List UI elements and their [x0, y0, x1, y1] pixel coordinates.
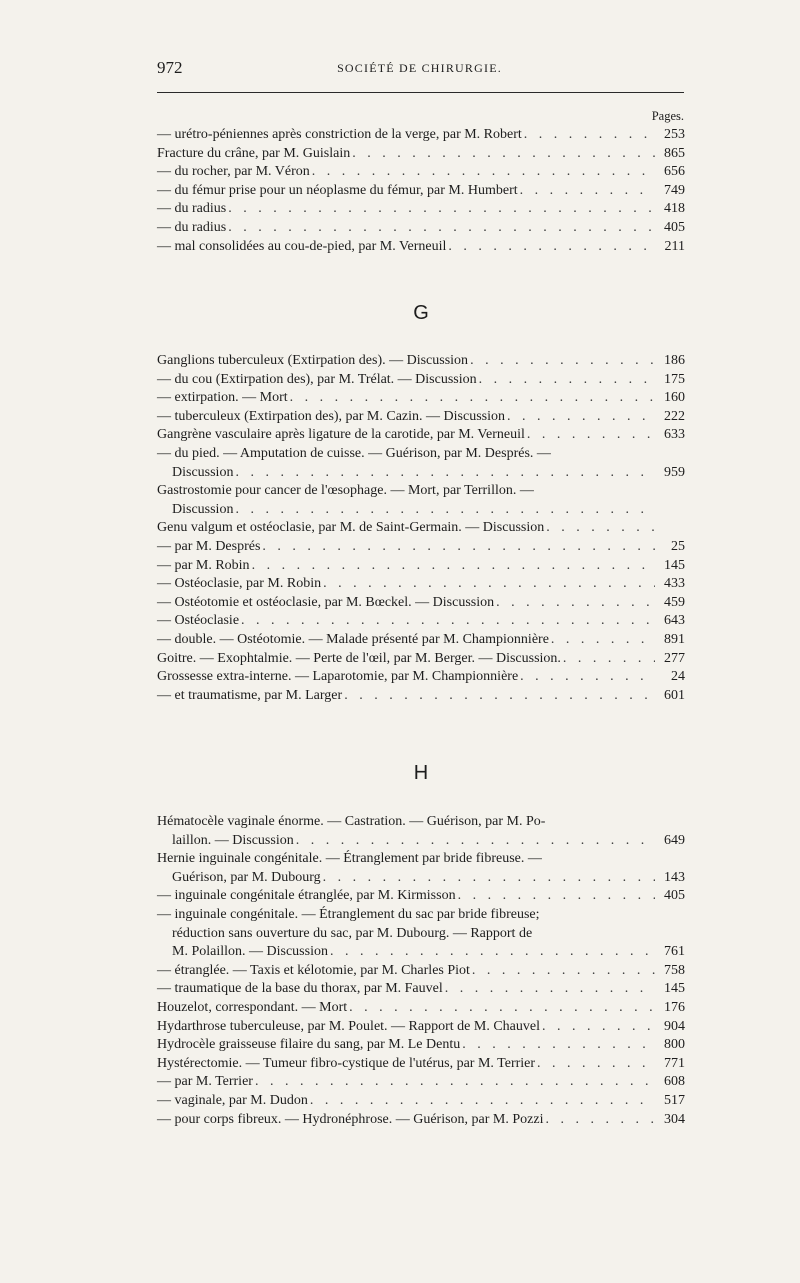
- dot-leader: [537, 1055, 655, 1074]
- index-entry: [157, 1055, 685, 1074]
- index-entry-line: [157, 482, 685, 501]
- dot-leader: [542, 1018, 655, 1037]
- dot-leader: [520, 182, 655, 201]
- index-entry-line: [157, 1055, 685, 1074]
- index-entry-text: — traumatique de la base du thorax, par M. Fauvel: [157, 981, 443, 997]
- index-entry-text: Ganglions tuberculeux (Extirpation des). — Discussion: [157, 353, 469, 368]
- index-entry-text: — urétro-péniennes après constriction de la verge, par M. Robert: [157, 127, 522, 142]
- index-entry: [157, 1092, 685, 1111]
- dot-leader: [323, 869, 655, 888]
- index-entry-text: — par M. Després: [157, 538, 261, 554]
- section-letter-h: H: [413, 762, 429, 784]
- index-page-number: 405: [664, 219, 685, 235]
- index-entry-text: — Ostéotomie et ostéoclasie, par M. Bœckel. — Discussion: [157, 594, 495, 610]
- index-entry: [157, 182, 685, 201]
- index-entry: [157, 352, 685, 371]
- index-page-number: 253: [664, 127, 685, 142]
- index-entry: [157, 408, 685, 427]
- dot-leader: [235, 501, 655, 520]
- index-entry-line: [157, 850, 685, 869]
- index-entry-line: [157, 887, 685, 906]
- index-entry-text: — tuberculeux (Extirpation des), par M. Cazin. — Discussion: [157, 408, 505, 424]
- index-page-number: 758: [664, 962, 685, 978]
- index-entry: [157, 200, 685, 219]
- index-page-number: 459: [664, 594, 685, 610]
- index-entry: [157, 1073, 685, 1092]
- dot-leader: [563, 650, 655, 669]
- index-entry: [157, 650, 685, 669]
- index-entry-line: [157, 612, 685, 631]
- index-page-number: 749: [664, 182, 685, 198]
- index-entry: [157, 482, 685, 519]
- index-entry-line: [157, 1073, 685, 1092]
- index-entry-text: — vaginale, par M. Dudon: [157, 1092, 308, 1108]
- index-entry-line: [157, 352, 685, 371]
- index-page-number: 517: [664, 1092, 685, 1108]
- index-entry: [157, 1018, 685, 1037]
- dot-leader: [546, 519, 655, 538]
- dot-leader: [310, 1092, 655, 1111]
- index-entry-text: Grossesse extra-interne. — Laparotomie, par M. Championnière: [157, 669, 519, 685]
- index-entry-text: — du fémur prise pour un néoplasme du fémur, par M. Humbert: [157, 182, 518, 198]
- index-page-number: 145: [664, 981, 685, 997]
- dot-leader: [255, 1073, 655, 1092]
- index-page-number: 186: [664, 353, 685, 368]
- index-entry: [157, 631, 685, 650]
- index-entry-text: Hydrocèle graisseuse filaire du sang, par M. Le Dentu: [157, 1037, 461, 1053]
- index-entry-text: — du radius: [157, 219, 227, 235]
- dot-leader: [472, 962, 655, 981]
- dot-leader: [527, 426, 655, 445]
- index-entry-line: [157, 832, 685, 851]
- index-entry-line: [157, 650, 685, 669]
- index-entry-line: [157, 980, 685, 999]
- index-entry-text: Hydarthrose tuberculeuse, par M. Poulet. — Rapport de M. Chauvel: [157, 1018, 540, 1034]
- dot-leader: [479, 371, 655, 390]
- dot-leader: [462, 1036, 655, 1055]
- index-entry-text: — double. — Ostéotomie. — Malade présenté par M. Championnière: [157, 631, 549, 647]
- index-entry-line: [157, 925, 685, 944]
- dot-leader: [323, 575, 655, 594]
- index-entry-line: [157, 145, 685, 164]
- dot-leader: [228, 200, 655, 219]
- running-title: SOCIÉTÉ DE CHIRURGIE.: [337, 61, 502, 75]
- index-entry-line: [157, 869, 685, 888]
- index-entry-text: Hernie inguinale congénitale. — Étranglement par bride fibreuse. —: [157, 851, 542, 867]
- page-number: 972: [157, 58, 183, 77]
- index-entry: [157, 612, 685, 631]
- index-entry-text: Hystérectomie. — Tumeur fibro-cystique de l'utérus, par M. Terrier: [157, 1055, 536, 1071]
- index-entry-text: — étranglée. — Taxis et kélotomie, par M. Charles Piot: [157, 962, 470, 978]
- index-entry: [157, 371, 685, 390]
- index-page-number: 25: [671, 538, 685, 554]
- index-page-number: 222: [664, 408, 685, 424]
- index-entry: [157, 980, 685, 999]
- index-entry: [157, 445, 685, 482]
- index-page-number: 24: [671, 669, 685, 685]
- dot-leader: [470, 352, 655, 371]
- index-entry: [157, 426, 685, 445]
- dot-leader: [262, 538, 655, 557]
- index-entry-line: [157, 668, 685, 687]
- dot-leader: [352, 145, 655, 164]
- index-entry: [157, 850, 685, 887]
- index-entry-text: Discussion: [172, 464, 234, 480]
- index-entry-line: [157, 813, 685, 832]
- index-entry-line: [157, 389, 685, 408]
- index-entry-text: — par M. Robin: [157, 557, 250, 573]
- index-page-number: 959: [664, 464, 685, 480]
- index-entry-text: Gastrostomie pour cancer de l'œsophage. — Mort, par Terrillon. —: [157, 483, 534, 499]
- index-entry-line: [157, 238, 685, 257]
- index-entry: [157, 668, 685, 687]
- index-entry: [157, 962, 685, 981]
- dot-leader: [290, 389, 655, 408]
- index-page-number: 433: [664, 576, 685, 592]
- index-entry-line: [157, 501, 685, 520]
- index-entry: [157, 163, 685, 182]
- index-entry: [157, 906, 685, 962]
- index-entry-text: Goitre. — Exophtalmie. — Perte de l'œil, par M. Berger. — Discussion.: [157, 650, 561, 666]
- dot-leader: [349, 999, 655, 1018]
- index-page-number: 160: [664, 390, 685, 406]
- index-entry-line: [157, 538, 685, 557]
- index-page-number: 656: [664, 164, 685, 180]
- index-entry-line: [157, 200, 685, 219]
- index-entry-line: [157, 575, 685, 594]
- index-page-number: 143: [664, 869, 685, 885]
- index-entry: [157, 1036, 685, 1055]
- index-entry: [157, 219, 685, 238]
- pages-column-label: Pages.: [651, 109, 684, 123]
- dot-leader: [496, 594, 655, 613]
- index-entry: [157, 813, 685, 850]
- dot-leader: [445, 980, 655, 999]
- index-entry-line: [157, 594, 685, 613]
- index-entry: [157, 687, 685, 706]
- index-page-number: 418: [664, 201, 685, 217]
- index-entry-line: [157, 1111, 685, 1130]
- index-page-number: 865: [664, 145, 685, 161]
- index-entry-line: [157, 906, 685, 925]
- dot-leader: [296, 832, 655, 851]
- dot-leader: [228, 219, 655, 238]
- index-entry-text: laillon. — Discussion: [172, 832, 294, 848]
- index-entry-text: Gangrène vasculaire après ligature de la carotide, par M. Verneuil: [157, 427, 525, 443]
- index-entry-line: [157, 519, 685, 538]
- index-page-number: 145: [664, 557, 685, 573]
- index-entry-line: [157, 464, 685, 483]
- index-list-h: [157, 813, 685, 1129]
- index-page-number: 304: [664, 1111, 685, 1127]
- index-page-number: 405: [664, 888, 685, 904]
- page-header: [157, 58, 682, 82]
- index-page-number: 277: [664, 650, 685, 666]
- dot-leader: [545, 1111, 655, 1130]
- index-entry-text: — du rocher, par M. Véron: [157, 164, 310, 180]
- index-entry-line: [157, 371, 685, 390]
- dot-leader: [235, 464, 655, 483]
- index-page-number: 761: [664, 944, 685, 960]
- index-entry: [157, 1111, 685, 1130]
- index-entry: [157, 519, 685, 538]
- index-entry-text: réduction sans ouverture du sac, par M. Dubourg. — Rapport de: [172, 925, 533, 941]
- index-entry: [157, 538, 685, 557]
- dot-leader: [344, 687, 655, 706]
- index-page-number: 176: [664, 999, 685, 1015]
- index-entry-text: Houzelot, correspondant. — Mort: [157, 999, 348, 1015]
- index-entry-text: — extirpation. — Mort: [157, 390, 288, 406]
- index-page-number: 608: [664, 1074, 685, 1090]
- index-entry-text: — Ostéoclasie, par M. Robin: [157, 576, 322, 592]
- dot-leader: [551, 631, 655, 650]
- index-entry: [157, 389, 685, 408]
- index-list-g: [157, 352, 685, 705]
- index-page-number: 643: [664, 613, 685, 629]
- index-entry: [157, 557, 685, 576]
- index-entry-text: — du pied. — Amputation de cuisse. — Guérison, par M. Després. —: [157, 445, 551, 461]
- index-entry-text: Discussion: [172, 501, 234, 517]
- index-entry-text: Genu valgum et ostéoclasie, par M. de Saint-Germain. — Discussion: [157, 520, 545, 536]
- index-entry-line: [157, 426, 685, 445]
- index-entry-line: [157, 163, 685, 182]
- index-page-number: 633: [664, 427, 685, 443]
- index-entry-line: [157, 557, 685, 576]
- index-entry-text: — pour corps fibreux. — Hydronéphrose. — Guérison, par M. Pozzi: [157, 1111, 544, 1127]
- index-page-number: 771: [664, 1055, 685, 1071]
- index-entry-line: [157, 408, 685, 427]
- index-entry-text: Fracture du crâne, par M. Guislain: [157, 145, 351, 161]
- section-letter-g: G: [413, 302, 429, 324]
- index-list-f-continued: [157, 126, 685, 256]
- index-entry-line: [157, 1036, 685, 1055]
- index-entry: [157, 887, 685, 906]
- dot-leader: [524, 126, 655, 145]
- index-entry-line: [157, 999, 685, 1018]
- index-page-number: 601: [664, 687, 685, 703]
- index-entry: [157, 145, 685, 164]
- index-page-number: 904: [664, 1018, 685, 1034]
- index-entry-text: — inguinale congénitale étranglée, par M. Kirmisson: [157, 888, 456, 904]
- dot-leader: [241, 612, 655, 631]
- index-entry-text: M. Polaillon. — Discussion: [172, 944, 328, 960]
- index-entry-line: [157, 445, 685, 464]
- index-entry: [157, 594, 685, 613]
- dot-leader: [520, 668, 655, 687]
- index-entry-line: [157, 182, 685, 201]
- dot-leader: [330, 943, 655, 962]
- index-entry-text: Guérison, par M. Dubourg: [172, 869, 321, 885]
- index-entry: [157, 999, 685, 1018]
- index-entry-line: [157, 687, 685, 706]
- index-page-number: 649: [664, 832, 685, 848]
- dot-leader: [448, 238, 655, 257]
- dot-leader: [507, 408, 655, 427]
- index-entry-text: — du radius: [157, 201, 227, 217]
- index-page-number: 211: [664, 238, 685, 254]
- dot-leader: [252, 557, 655, 576]
- index-entry-text: — mal consolidées au cou-de-pied, par M. Verneuil: [157, 238, 447, 254]
- index-entry-text: — du cou (Extirpation des), par M. Trélat. — Discussion: [157, 371, 477, 387]
- index-entry-line: [157, 1018, 685, 1037]
- index-entry-line: [157, 943, 685, 962]
- index-page-number: 891: [664, 631, 685, 647]
- index-entry: [157, 575, 685, 594]
- index-entry-line: [157, 962, 685, 981]
- index-entry-text: — par M. Terrier: [157, 1074, 253, 1090]
- index-entry: [157, 238, 685, 257]
- header-rule: [157, 92, 684, 93]
- index-entry-line: [157, 631, 685, 650]
- index-page-number: 175: [664, 371, 685, 387]
- index-entry-text: — et traumatisme, par M. Larger: [157, 687, 343, 703]
- index-page-number: 800: [664, 1037, 685, 1053]
- index-entry-line: [157, 126, 685, 145]
- index-entry-text: Hématocèle vaginale énorme. — Castration. — Guérison, par M. Po-: [157, 814, 546, 829]
- dot-leader: [458, 887, 655, 906]
- index-entry: [157, 126, 685, 145]
- index-entry-text: — Ostéoclasie: [157, 613, 240, 629]
- index-entry-line: [157, 1092, 685, 1111]
- dot-leader: [312, 163, 655, 182]
- index-entry-line: [157, 219, 685, 238]
- index-entry-text: — inguinale congénitale. — Étranglement du sac par bride fibreuse;: [157, 906, 540, 922]
